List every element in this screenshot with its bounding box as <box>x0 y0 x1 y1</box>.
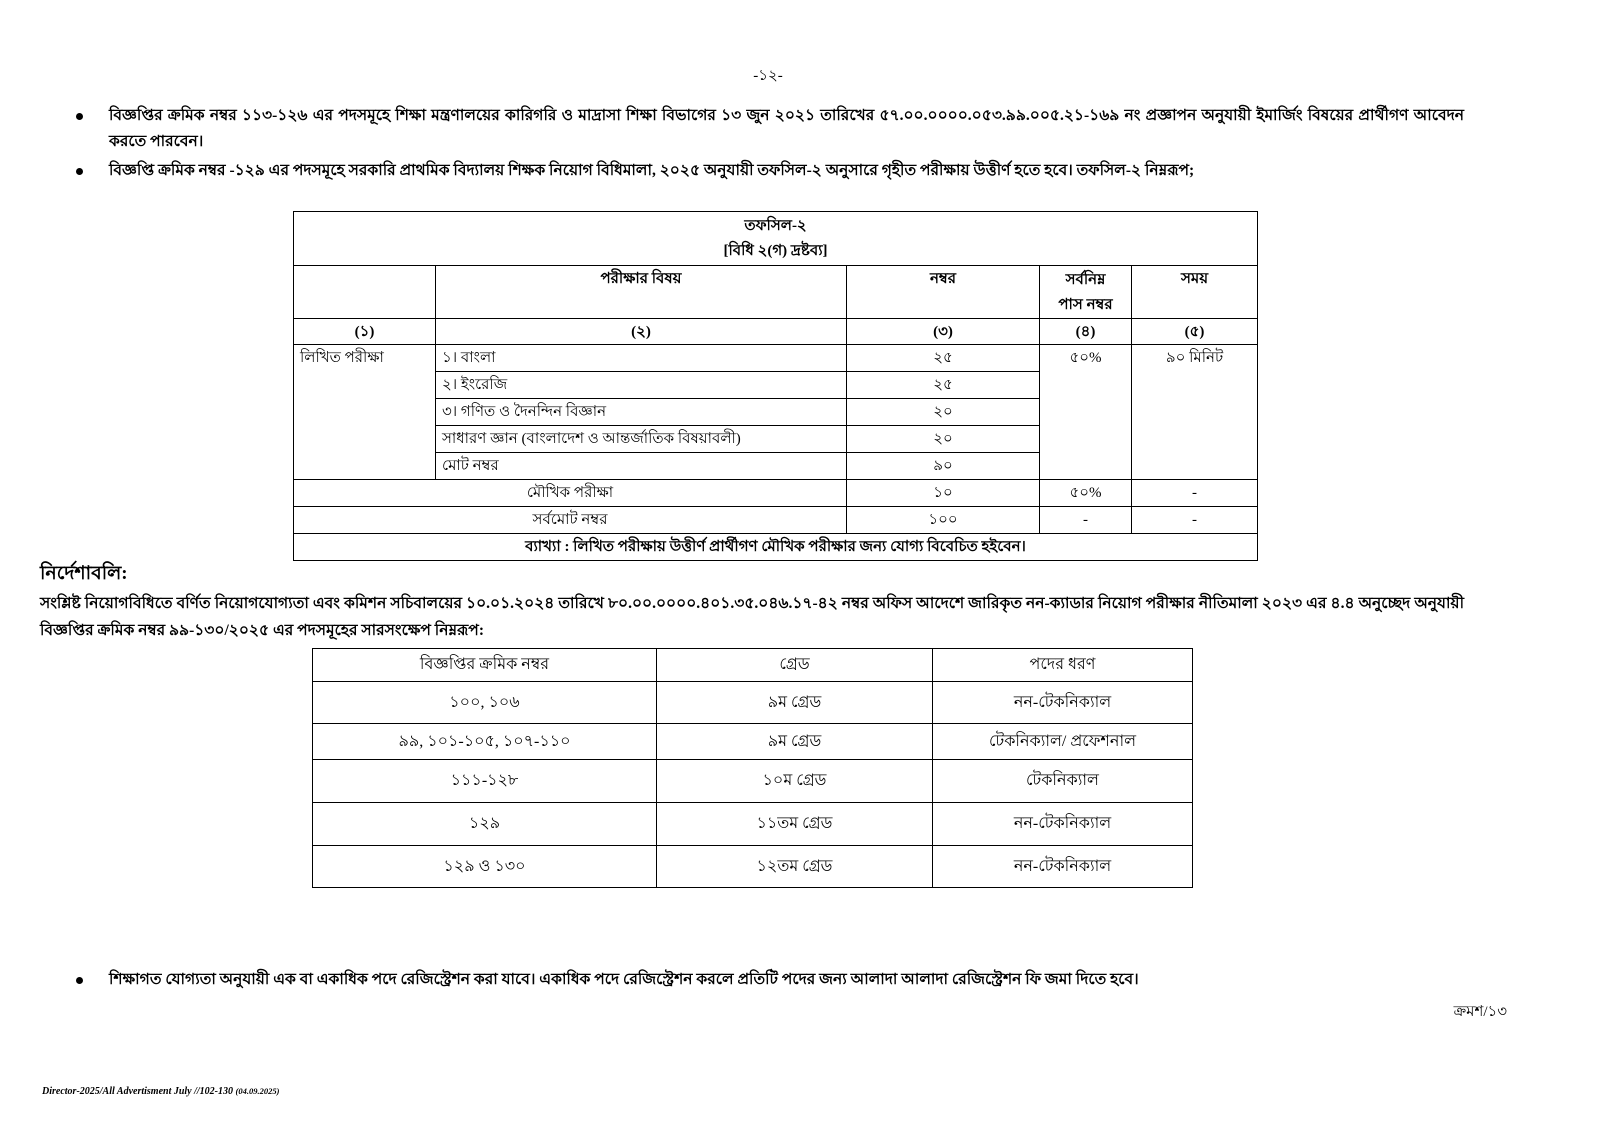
serial-number-cell: ৯৯, ১০১-১০৫, ১০৭-১১০ <box>313 724 657 760</box>
schedule-table <box>293 211 1258 561</box>
table-row <box>313 803 1193 846</box>
subject-marks: ২০ <box>847 399 1040 426</box>
subject-marks: ৯০ <box>847 453 1040 480</box>
subject-name: ১। বাংলা <box>436 345 847 372</box>
subject-marks: ২০ <box>847 426 1040 453</box>
header-subject: পরীক্ষার বিষয় <box>436 266 847 319</box>
bullet-text: শিক্ষাগত যোগ্যতা অনুযায়ী এক বা একাধিক পদে রেজিস্ট্রেশন করা যাবে। একাধিক পদে রেজিস্ট্রেশন করলে প্রতিটি পদের জন্য আলাদা আলাদা রেজিস্ট্রেশন ফি জমা দিতে হবে। <box>109 971 1139 988</box>
subject-name: মোট নম্বর <box>436 453 847 480</box>
written-subject-row <box>294 345 1258 372</box>
serial-number-cell: ১০০, ১০৬ <box>313 682 657 724</box>
schedule-title: তফসিল-২ <box>744 217 807 234</box>
bullet-item-emerging-subjects <box>76 103 1464 155</box>
column-number: (৫) <box>1132 319 1258 345</box>
oral-exam-marks: ১০ <box>847 480 1040 507</box>
grade-cell: ১০ম গ্রেড <box>657 760 933 803</box>
oral-exam-row <box>294 480 1258 507</box>
bullet-item-schedule-reference <box>76 158 1464 184</box>
summary-header-row <box>313 649 1193 682</box>
schedule-note: ব্যাখ্যা : লিখিত পরীক্ষায় উত্তীর্ণ প্রার্থীগণ মৌখিক পরীক্ষার জন্য যোগ্য বিবেচিত হইবেন। <box>294 534 1258 561</box>
table-row <box>313 846 1193 888</box>
subject-name: ৩। গণিত ও দৈনন্দিন বিজ্ঞান <box>436 399 847 426</box>
serial-number-cell: ১২৯ ও ১৩০ <box>313 846 657 888</box>
grade-summary-table <box>312 648 1193 888</box>
instructions-heading: নির্দেশাবলি: <box>40 563 128 584</box>
header-min-pass-line1: সর্বনিম্ন <box>1065 272 1106 288</box>
grand-total-marks: ১০০ <box>847 507 1040 534</box>
oral-exam-min-pass: ৫০% <box>1040 480 1132 507</box>
serial-number-cell: ১১১-১২৮ <box>313 760 657 803</box>
schedule-note-row <box>294 534 1258 561</box>
grand-total-min-pass: - <box>1040 507 1132 534</box>
column-number: (১) <box>294 319 436 345</box>
table-row <box>313 760 1193 803</box>
continuation-marker: ক্রমশ/১৩ <box>1453 1004 1507 1020</box>
bullet-icon <box>76 113 83 120</box>
footer-reference-text: Director-2025/All Advertisment July //102-130 <box>42 1086 234 1097</box>
bullet-item-registration <box>76 967 1464 993</box>
subject-name: সাধারণ জ্ঞান (বাংলাদেশ ও আন্তর্জাতিক বিষয়াবলী) <box>436 426 847 453</box>
grade-cell: ৯ম গ্রেড <box>657 682 933 724</box>
grand-total-label: সর্বমোট নম্বর <box>294 507 847 534</box>
post-type-cell: নন-টেকনিক্যাল <box>933 682 1193 724</box>
subject-marks: ২৫ <box>847 345 1040 372</box>
bullet-text: বিজ্ঞপ্তি ক্রমিক নম্বর -১২৯ এর পদসমূহে সরকারি প্রাথমিক বিদ্যালয় শিক্ষক নিয়োগ বিধিমালা, ২০২৫ অনুযায়ী তফসিল-২ অনুসারে গৃহীত পরীক্ষায় উত্তীর্ণ হতে হবে। তফসিল-২ নিম্নরূপ; <box>109 162 1195 179</box>
column-number-row <box>294 319 1258 345</box>
written-exam-label: লিখিত পরীক্ষা <box>294 345 436 480</box>
table-row <box>313 724 1193 760</box>
post-type-cell: নন-টেকনিক্যাল <box>933 803 1193 846</box>
header-time: সময় <box>1132 266 1258 319</box>
header-min-pass <box>1040 266 1132 319</box>
post-type-cell: নন-টেকনিক্যাল <box>933 846 1193 888</box>
schedule-header-row <box>294 266 1258 319</box>
page-number: -১২- <box>753 68 783 84</box>
grade-cell: ১২তম গ্রেড <box>657 846 933 888</box>
subject-name: ২। ইংরেজি <box>436 372 847 399</box>
grand-total-time: - <box>1132 507 1258 534</box>
serial-number-cell: ১২৯ <box>313 803 657 846</box>
written-time: ৯০ মিনিট <box>1132 345 1258 480</box>
post-type-cell: টেকনিক্যাল/ প্রফেশনাল <box>933 724 1193 760</box>
table-row <box>313 682 1193 724</box>
bullet-icon <box>76 977 83 984</box>
bullet-text: বিজ্ঞপ্তির ক্রমিক নম্বর ১১৩-১২৬ এর পদসমূহে শিক্ষা মন্ত্রণালয়ের কারিগরি ও মাদ্রাসা শিক্ষা বিভাগের ১৩ জুন ২০২১ তারিখের ৫৭.০০.০০০০.০৫৩.৯৯.০০৫.২১-১৬৯ নং প্রজ্ঞাপন অনুযায়ী ইমার্জিং বিষয়ের প্রার্থীগণ আবেদন করতে পারবেন। <box>109 107 1464 150</box>
header-min-pass-line2: পাস নম্বর <box>1058 297 1113 313</box>
post-type-cell: টেকনিক্যাল <box>933 760 1193 803</box>
header-exam-type <box>294 266 436 319</box>
instructions-paragraph: সংশ্লিষ্ট নিয়োগবিধিতে বর্ণিত নিয়োগযোগ্যতা এবং কমিশন সচিবালয়ের ১০.০১.২০২৪ তারিখে ৮০.০০.০০০০.৪০১.৩৫.০৪৬.১৭-৪২ নম্বর অফিস আদেশে জারিকৃত নন-ক্যাডার নিয়োগ পরীক্ষার নীতিমালা ২০২৩ এর ৪.৪ অনুচ্ছেদ অনুযায়ী বিজ্ঞপ্তির ক্রমিক নম্বর ৯৯-১৩০/২০২৫ এর পদসমূহের সারসংক্ষেপ নিম্নরূপ: <box>40 595 1464 639</box>
schedule-title-row <box>294 212 1258 266</box>
grade-cell: ৯ম গ্রেড <box>657 724 933 760</box>
bullet-icon <box>76 168 83 175</box>
footer-reference <box>42 1084 279 1099</box>
grand-total-row <box>294 507 1258 534</box>
oral-exam-label: মৌখিক পরীক্ষা <box>294 480 847 507</box>
column-number: (৩) <box>847 319 1040 345</box>
column-number: (২) <box>436 319 847 345</box>
column-number: (৪) <box>1040 319 1132 345</box>
header-grade: গ্রেড <box>657 649 933 682</box>
schedule-title-cell <box>294 212 1258 266</box>
header-post-type: পদের ধরণ <box>933 649 1193 682</box>
oral-exam-time: - <box>1132 480 1258 507</box>
grade-cell: ১১তম গ্রেড <box>657 803 933 846</box>
written-min-pass: ৫০% <box>1040 345 1132 480</box>
header-marks: নম্বর <box>847 266 1040 319</box>
header-serial-number: বিজ্ঞপ্তির ক্রমিক নম্বর <box>313 649 657 682</box>
schedule-rule-reference: [বিধি ২(গ) দ্রষ্টব্য] <box>723 242 828 259</box>
subject-marks: ২৫ <box>847 372 1040 399</box>
footer-date: (04.09.2025) <box>235 1086 280 1096</box>
